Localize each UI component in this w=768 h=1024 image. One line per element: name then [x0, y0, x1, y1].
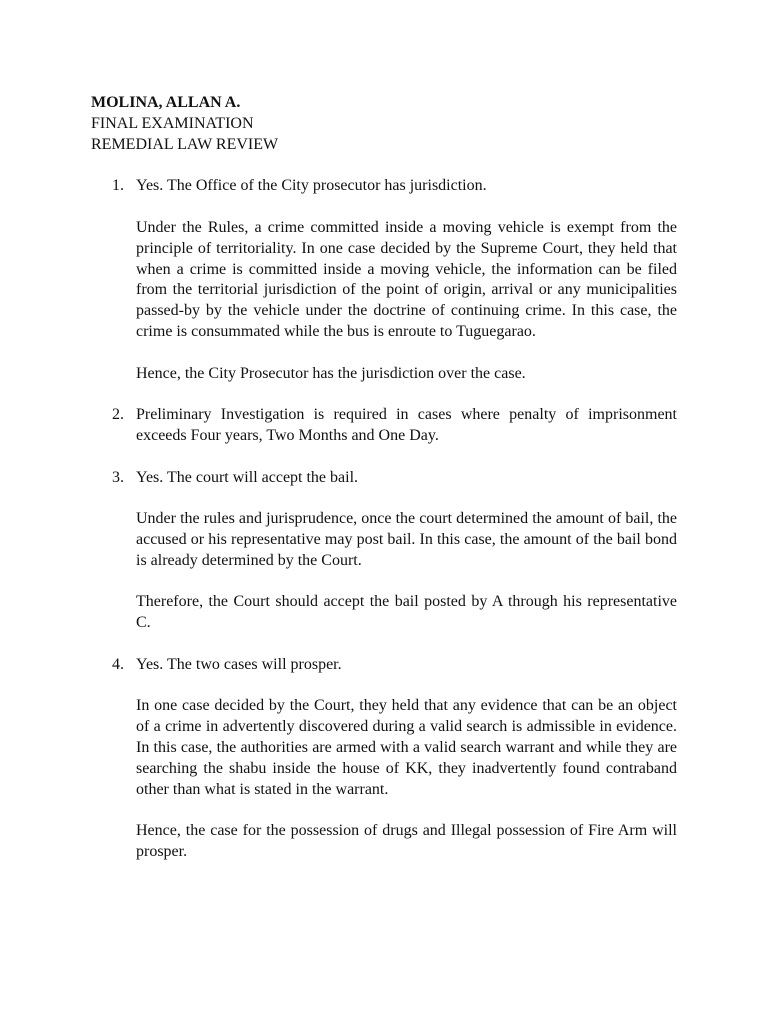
document-header — [91, 93, 677, 155]
answer-paragraph: Yes. The two cases will prosper. — [136, 655, 342, 673]
answer-number: 2. — [112, 406, 124, 424]
answer-item-4 — [91, 655, 677, 863]
answer-paragraph: Yes. The court will accept the bail. — [136, 468, 359, 486]
answer-number: 4. — [112, 655, 124, 673]
answer-paragraph: In one case decided by the Court, they held that any evidence that can be an object of a crime in advertently discovered during a valid search is admissible in evidence. In this case, the authorities are armed with a valid search warrant and while they are searching the shabu inside the house of KK, they inadvertently found contraband other than what is stated in the warrant. — [136, 697, 677, 798]
exam-title: FINAL EXAMINATION — [91, 114, 254, 132]
answer-list — [91, 176, 677, 862]
answer-item-2 — [91, 405, 677, 447]
answer-paragraph: Hence, the City Prosecutor has the jurisdiction over the case. — [136, 364, 526, 382]
student-name: MOLINA, ALLAN A. — [91, 94, 241, 111]
subject-title: REMEDIAL LAW REVIEW — [91, 135, 279, 153]
answer-number: 3. — [112, 468, 124, 486]
answer-item-1 — [91, 176, 677, 384]
answer-paragraph: Hence, the case for the possession of drugs and Illegal possession of Fire Arm will prosper. — [136, 822, 677, 860]
answer-paragraph: Yes. The Office of the City prosecutor has jurisdiction. — [136, 177, 487, 195]
document-page — [91, 93, 677, 883]
answer-paragraph: Therefore, the Court should accept the bail posted by A through his representative C. — [136, 593, 677, 632]
answer-paragraph: Under the rules and jurisprudence, once the court determined the amount of bail, the accused or his representative may post bail. In this case, the amount of the bail bond is already determined by the Court. — [136, 510, 677, 569]
answer-number: 1. — [112, 177, 124, 195]
answer-paragraph: Preliminary Investigation is required in cases where penalty of imprisonment exceeds Four years, Two Months and One Day. — [136, 406, 677, 444]
answer-paragraph: Under the Rules, a crime committed inside a moving vehicle is exempt from the principle of territoriality. In one case decided by the Supreme Court, they held that when a crime is committed inside a moving vehicle, the information can be filed from the territorial jurisdiction of the point of origin, arrival or any municipalities passed-by by the vehicle under the doctrine of continuing crime. In this case, the crime is consummated while the bus is enroute to Tuguegarao. — [136, 218, 677, 340]
answer-item-3 — [91, 468, 677, 634]
